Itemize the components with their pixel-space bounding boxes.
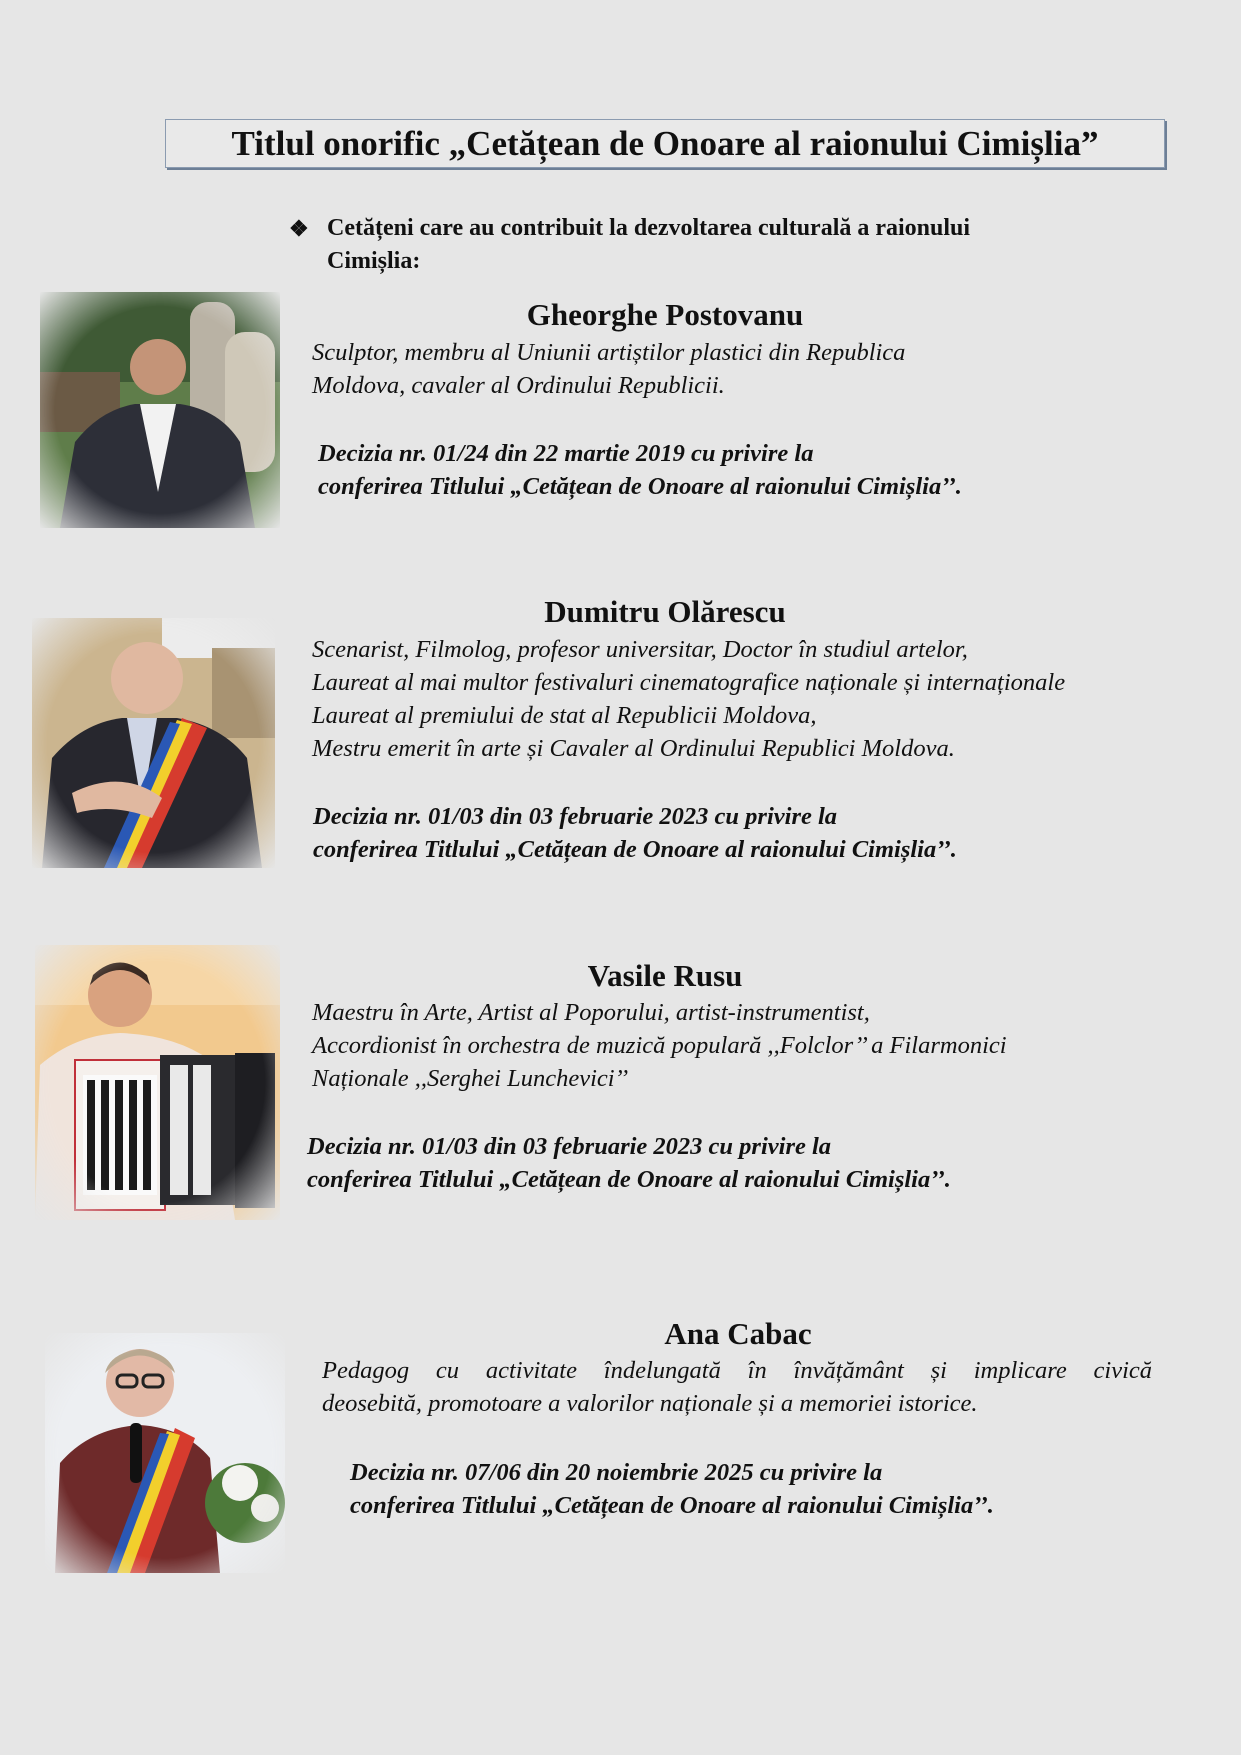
description-line: deosebită, promotoare a valorilor naționale și a memoriei istorice. (322, 1390, 978, 1417)
section-heading-line-2: Cimișlia: (327, 248, 421, 274)
section-heading (290, 212, 1090, 278)
portrait-photo-cabac (45, 1333, 285, 1573)
description-line: Mestru emerit în arte și Cavaler al Ordinului Republici Moldova. (312, 735, 955, 762)
description-line: Scenarist, Filmolog, profesor universitar, Doctor în studiul artelor, (312, 636, 968, 663)
description-line: Laureat al mai multor festivaluri cinematografice naționale și internaționale (312, 669, 1066, 696)
decision-line: Decizia nr. 07/06 din 20 noiembrie 2025 cu privire la (350, 1459, 883, 1486)
decision-line: conferirea Titlului „Cetățean de Onoare al raionului Cimișlia’’. (313, 836, 957, 863)
person-name-cabac: Ana Cabac (664, 1316, 812, 1351)
person-name-olarescu: Dumitru Olărescu (544, 594, 786, 629)
person-name-postovanu: Gheorghe Postovanu (526, 297, 804, 332)
diamond-bullet-icon: ❖ (289, 216, 309, 241)
description-line: Sculptor, membru al Uniunii artiștilor plastici din Republica (312, 339, 906, 366)
decision-line: Decizia nr. 01/24 din 22 martie 2019 cu privire la (318, 440, 814, 467)
person-description-cabac (322, 1354, 1152, 1420)
description-line: Accordionist în orchestra de muzică populară ,,Folclor’’ a Filarmonici (312, 1032, 1007, 1059)
decision-cabac (350, 1456, 994, 1522)
section-heading-line-1: Cetățeni care au contribuit la dezvoltarea culturală a raionului (327, 215, 971, 241)
decision-rusu (307, 1130, 951, 1196)
decision-olarescu (313, 800, 957, 866)
decision-line: conferirea Titlului „Cetățean de Onoare al raionului Cimișlia’’. (307, 1166, 951, 1193)
person-name-rusu: Vasile Rusu (587, 958, 743, 993)
decision-line: conferirea Titlului „Cetățean de Onoare al raionului Cimișlia’’. (350, 1492, 994, 1519)
decision-line: conferirea Titlului „Cetățean de Onoare al raionului Cimișlia’’. (318, 473, 962, 500)
portrait-photo-postovanu (40, 292, 280, 528)
decision-postovanu (318, 437, 962, 503)
portrait-photo-olarescu (32, 618, 275, 868)
description-line: Naționale ,,Serghei Lunchevici’’ (312, 1065, 629, 1092)
page-title: Titlul onorific „Cetățean de Onoare al raionului Cimișlia” (165, 119, 1165, 168)
person-description-rusu (312, 996, 1007, 1095)
description-line: Laureat al premiului de stat al Republicii Moldova, (312, 702, 817, 729)
person-description-postovanu (312, 336, 905, 402)
decision-line: Decizia nr. 01/03 din 03 februarie 2023 cu privire la (313, 803, 838, 830)
portrait-photo-rusu (35, 945, 280, 1220)
description-line: Pedagog cu activitate îndelungată în învățământ și implicare civică (322, 1357, 1152, 1384)
description-line: Maestru în Arte, Artist al Poporului, artist-instrumentist, (312, 999, 870, 1026)
description-line: Moldova, cavaler al Ordinului Republicii. (312, 372, 725, 399)
person-description-olarescu (312, 633, 1065, 765)
decision-line: Decizia nr. 01/03 din 03 februarie 2023 cu privire la (307, 1133, 832, 1160)
